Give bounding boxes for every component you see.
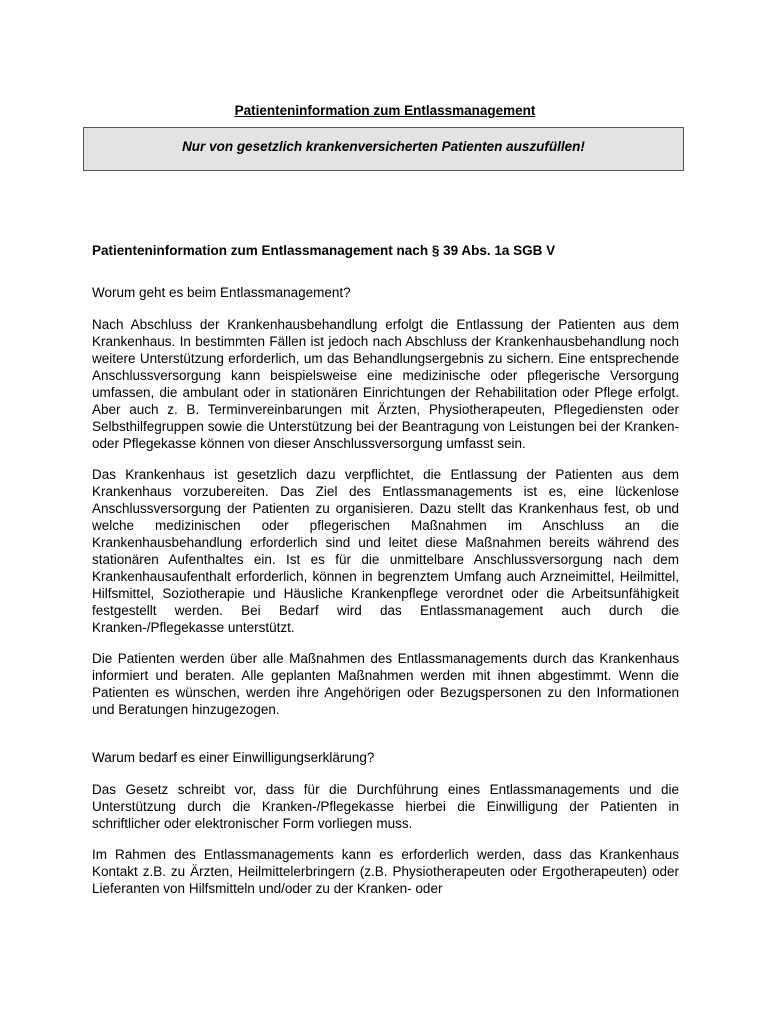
paragraph: Die Patienten werden über alle Maßnahmen des Entlassmanagements durch das Krankenhaus informiert und beraten. Alle geplanten Maßnahmen werden mit ihnen abgestimmt. Wenn die Patienten es wünschen, werden ihre Angehörigen oder Bezugspersonen zu den Informationen und Beratungen hinzugezogen. xyxy=(92,651,679,717)
notice-text: Nur von gesetzlich krankenversicherten Patienten auszufüllen! xyxy=(182,139,585,154)
paragraph: Nach Abschluss der Krankenhausbehandlung erfolgt die Entlassung der Patienten aus dem Krankenhaus. In bestimmten Fällen ist jedoch nach Abschluss der Krankenhausbehandlung noch weitere Unterstützung erforderlich, um das Behandlungsergebnis zu sichern. Eine entsprechende Anschlussversorgung kann beispielsweise eine medizinische oder pflegerische Versorgung umfassen, die ambulant oder in stationären Einrichtungen der Rehabilitation oder Pflege erfolgt. Aber auch z. B. Terminvereinbarungen mit Ärzten, Physiotherapeuten, Pflegediensten oder Selbsthilfegruppen sowie die Unterstützung bei der Beantragung von Leistungen bei der Kranken- oder Pflegekasse können von dieser Anschlussversorgung umfasst sein. xyxy=(92,317,679,451)
paragraph: Das Gesetz schreibt vor, dass für die Durchführung eines Entlassmanagements und die Unterstützung durch die Kranken-/Pflegekasse hierbei die Einwilligung der Patienten in schriftlicher oder elektronischer Form vorliegen muss. xyxy=(92,782,679,831)
paragraph: Das Krankenhaus ist gesetzlich dazu verpflichtet, die Entlassung der Patienten aus dem Krankenhaus vorzubereiten. Das Ziel des Entlassmanagements ist es, eine lückenlose Anschlussversorgung der Patienten zu organisieren. Dazu stellt das Krankenhaus fest, ob und welche medizinischen oder pflegerischen Maßnahmen im Anschluss an die Krankenhausbehandlung erforderlich sind und leitet diese Maßnahmen bereits während des stationären Aufenthaltes ein. Ist es für die unmittelbare Anschlussversorgung nach dem Krankenhausaufenthalt erforderlich, können in begrenztem Umfang auch Arzneimittel, Heilmittel, Hilfsmittel, Soziotherapie und Häusliche Krankenpflege verordnet oder die Arbeitsunfähigkeit festgestellt werden. Bei Bedarf wird das Entlassmanagement auch durch die Kranken-/Pflegekasse unterstützt. xyxy=(92,467,679,635)
question-heading-2: Warum bedarf es einer Einwilligungserklärung? xyxy=(92,750,375,765)
document-title: Patienteninformation zum Entlassmanagement xyxy=(234,103,536,118)
paragraph: Im Rahmen des Entlassmanagements kann es erforderlich werden, dass das Krankenhaus Kontakt z.B. zu Ärzten, Heilmittelerbringern (z.B. Physiotherapeuten oder Ergotherapeuten) oder Lieferanten von Hilfsmitteln und/oder zu der Kranken- oder xyxy=(92,847,679,896)
document-body xyxy=(92,242,679,911)
notice-box xyxy=(83,127,684,171)
section-title: Patienteninformation zum Entlassmanagement nach § 39 Abs. 1a SGB V xyxy=(92,243,556,258)
question-heading-1: Worum geht es beim Entlassmanagement? xyxy=(92,285,351,300)
